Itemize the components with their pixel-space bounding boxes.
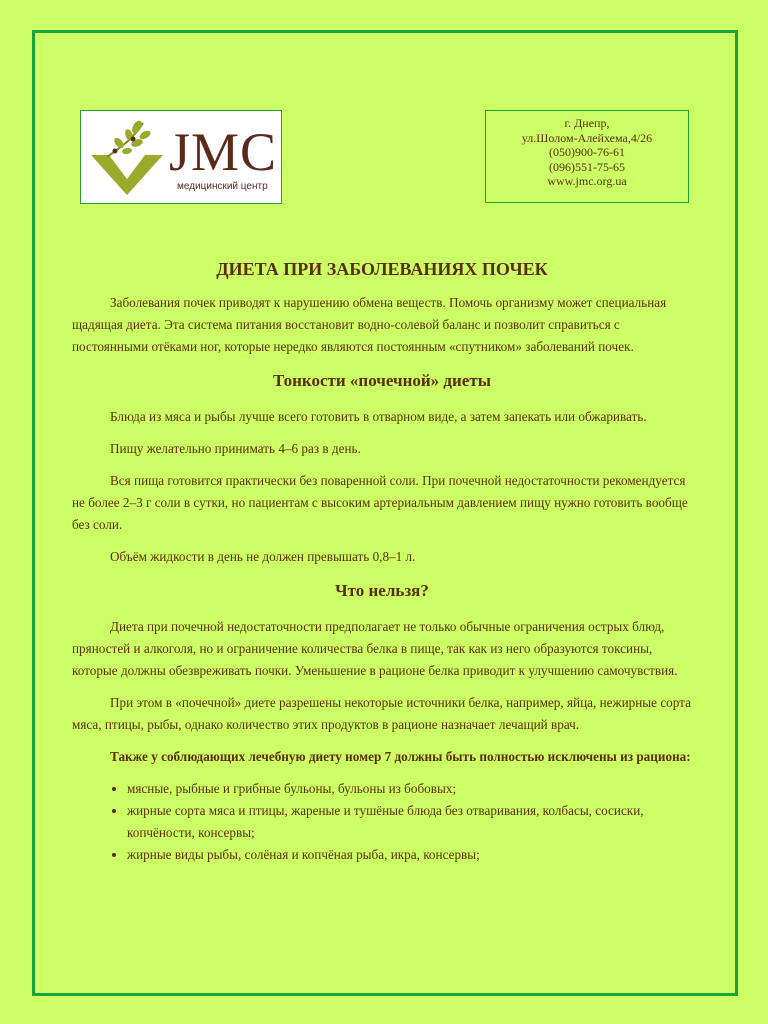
section2-bold-paragraph: Также у соблюдающих лечебную диету номер 7 должны быть полностью исключены из рациона: — [110, 749, 691, 764]
list-item: • жирные сорта мяса и птицы, жареные и тушёные блюда без отваривания, колбасы, сосиски, копчёности, консервы; — [127, 800, 692, 844]
list-item: • жирные виды рыбы, солёная и копчёная рыба, икра, консервы; — [127, 844, 692, 866]
section2-paragraph-1: Диета при почечной недостаточности предполагает не только обычные ограничения острых блюд, пряностей и алкоголя, но и ограничение количества белка в пище, так как из него образуются токсины, которые должны обезвреживать почки. Уменьшение в рационе белка приводит к улучшению самочувствия. — [72, 619, 678, 678]
logo — [80, 110, 282, 204]
address-box — [485, 110, 689, 203]
excluded-foods-list — [72, 778, 692, 866]
address-website: www.jmc.org.ua — [547, 174, 627, 188]
section1-paragraph-2: Пищу желательно принимать 4–6 раз в день. — [110, 441, 361, 456]
logo-subtitle: медицинский центр — [177, 181, 268, 192]
section1-paragraph-1: Блюда из мяса и рыбы лучше всего готовить в отварном виде, а затем запекать или обжаривать. — [110, 409, 647, 424]
list-item: • мясные, рыбные и грибные бульоны, бульоны из бобовых; — [127, 778, 692, 800]
section1-paragraph-3: Вся пища готовится практически без поваренной соли. При почечной недостаточности рекомендуется не более 2–3 г соли в сутки, но пациентам с высоким артериальным давлением пищу нужно готовить вообще без соли. — [72, 473, 688, 532]
address-phone-1: (050)900-76-61 — [549, 145, 625, 159]
page-title: ДИЕТА ПРИ ЗАБОЛЕВАНИЯХ ПОЧЕК — [216, 259, 548, 279]
section2-heading: Что нельзя? — [335, 581, 429, 600]
address-phone-2: (096)551-75-65 — [549, 159, 625, 174]
intro-paragraph: Заболевания почек приводят к нарушению обмена веществ. Помочь организму может специальная щадящая диета. Эта система питания восстановит водно-солевой баланс и позволит справиться с постоянными отёками ног, которые нередко являются постоянным «спутником» заболеваний почек. — [72, 295, 667, 354]
section2-paragraph-2: При этом в «почечной» диете разрешены некоторые источники белка, например, яйца, нежирные сорта мяса, птицы, рыбы, однако количество этих продуктов в рационе назначает лечащий врач. — [72, 695, 691, 732]
document-content — [72, 256, 692, 866]
address-city: г. Днепр, — [564, 116, 610, 130]
section1-heading: Тонкости «почечной» диеты — [273, 371, 491, 390]
olive-branch-logo-icon — [87, 117, 167, 197]
logo-brand: JMC — [169, 122, 278, 182]
section1-paragraph-4: Объём жидкости в день не должен превышать 0,8–1 л. — [110, 549, 416, 564]
address-street: ул.Шолом-Алейхема,4/26 — [521, 130, 653, 145]
